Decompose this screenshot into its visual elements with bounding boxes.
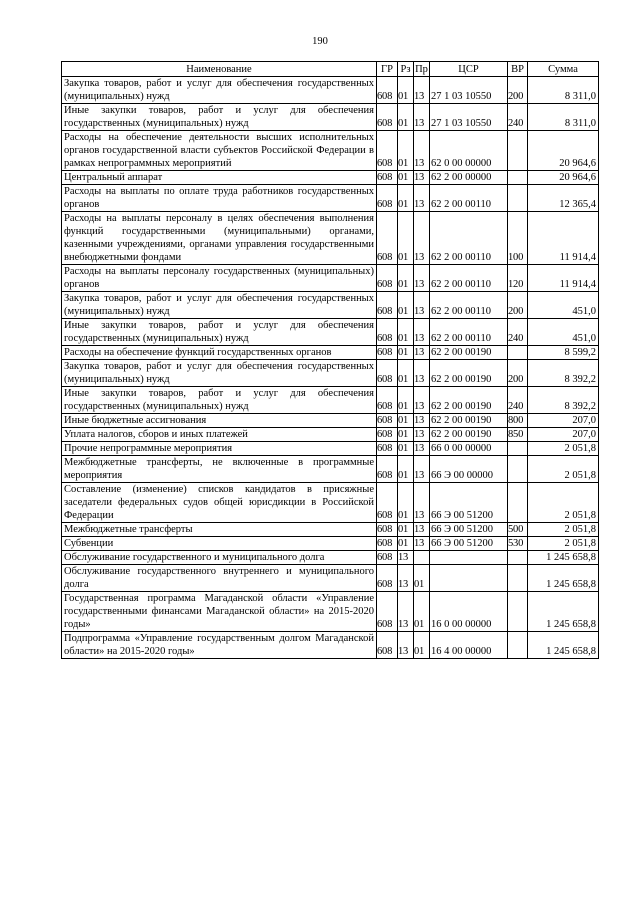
row-sum: 11 914,4: [528, 265, 599, 292]
row-rz: 01: [398, 104, 414, 131]
row-name: Расходы на обеспечение деятельности высших исполнительных органов государственной власти субъектов Российской Федерации в рамках непрограммных мероприятий: [62, 131, 377, 171]
row-name: Уплата налогов, сборов и иных платежей: [62, 428, 377, 442]
row-vr: 240: [508, 319, 528, 346]
row-rz: 01: [398, 171, 414, 185]
row-name: Составление (изменение) списков кандидатов в присяжные заседатели федеральных судов общей юрисдикции в Российской Федерации: [62, 483, 377, 523]
row-gr: 608: [377, 442, 398, 456]
row-name: Межбюджетные трансферты, не включенные в программные мероприятия: [62, 456, 377, 483]
row-gr: 608: [377, 292, 398, 319]
row-csr: 66 Э 00 51200: [430, 483, 508, 523]
row-csr: 62 2 00 00190: [430, 387, 508, 414]
row-pr: 13: [414, 483, 430, 523]
row-sum: 2 051,8: [528, 537, 599, 551]
row-gr: 608: [377, 523, 398, 537]
table-row: [62, 319, 599, 346]
row-rz: 01: [398, 523, 414, 537]
header-vr: ВР: [508, 62, 528, 77]
row-name: Расходы на обеспечение функций государственных органов: [62, 346, 377, 360]
table-row: [62, 483, 599, 523]
row-vr: 240: [508, 104, 528, 131]
row-rz: 01: [398, 292, 414, 319]
row-csr: 62 2 00 00190: [430, 428, 508, 442]
row-pr: 01: [414, 592, 430, 632]
row-vr: [508, 565, 528, 592]
table-header-row: [62, 62, 599, 77]
row-gr: 608: [377, 537, 398, 551]
row-name: Межбюджетные трансферты: [62, 523, 377, 537]
row-gr: 608: [377, 77, 398, 104]
row-name: Закупка товаров, работ и услуг для обеспечения государственных (муниципальных) нужд: [62, 77, 377, 104]
row-vr: [508, 551, 528, 565]
row-vr: [508, 592, 528, 632]
row-gr: 608: [377, 131, 398, 171]
row-gr: 608: [377, 414, 398, 428]
table-row: [62, 104, 599, 131]
row-sum: 1 245 658,8: [528, 592, 599, 632]
row-vr: 120: [508, 265, 528, 292]
row-gr: 608: [377, 428, 398, 442]
row-vr: 200: [508, 292, 528, 319]
row-gr: 608: [377, 565, 398, 592]
row-name: Иные закупки товаров, работ и услуг для обеспечения государственных (муниципальных) нужд: [62, 319, 377, 346]
row-vr: [508, 632, 528, 659]
row-gr: 608: [377, 387, 398, 414]
row-csr: 62 0 00 00000: [430, 131, 508, 171]
row-csr: 16 4 00 00000: [430, 632, 508, 659]
page-number: 190: [312, 36, 328, 47]
row-gr: 608: [377, 104, 398, 131]
row-vr: [508, 442, 528, 456]
row-pr: 13: [414, 77, 430, 104]
row-sum: 451,0: [528, 292, 599, 319]
row-name: Прочие непрограммные мероприятия: [62, 442, 377, 456]
table-row: [62, 456, 599, 483]
header-sum: Сумма: [528, 62, 599, 77]
table-row: [62, 442, 599, 456]
row-csr: 62 2 00 00110: [430, 265, 508, 292]
row-vr: 500: [508, 523, 528, 537]
table-row: [62, 565, 599, 592]
row-pr: 01: [414, 565, 430, 592]
row-vr: [508, 456, 528, 483]
row-vr: 240: [508, 387, 528, 414]
row-sum: 8 392,2: [528, 387, 599, 414]
row-rz: 01: [398, 537, 414, 551]
table-row: [62, 414, 599, 428]
budget-table: [61, 61, 599, 659]
row-name: Обслуживание государственного внутреннего и муниципального долга: [62, 565, 377, 592]
row-csr: [430, 551, 508, 565]
row-pr: 13: [414, 346, 430, 360]
table-row: [62, 523, 599, 537]
row-pr: 13: [414, 456, 430, 483]
row-vr: 530: [508, 537, 528, 551]
row-sum: 207,0: [528, 414, 599, 428]
row-csr: 66 Э 00 00000: [430, 456, 508, 483]
row-vr: 800: [508, 414, 528, 428]
row-sum: 2 051,8: [528, 442, 599, 456]
row-pr: 01: [414, 632, 430, 659]
row-sum: 20 964,6: [528, 131, 599, 171]
table-row: [62, 171, 599, 185]
row-gr: 608: [377, 592, 398, 632]
row-name: Расходы на выплаты персоналу в целях обеспечения выполнения функций государственными (муниципальными) органами, казенными учреждениями, органами управления государственными внебюджетными фондами: [62, 212, 377, 265]
row-rz: 01: [398, 414, 414, 428]
row-sum: 451,0: [528, 319, 599, 346]
header-gr: ГР: [377, 62, 398, 77]
row-pr: 13: [414, 265, 430, 292]
row-sum: 1 245 658,8: [528, 632, 599, 659]
table-row: [62, 360, 599, 387]
row-vr: 200: [508, 360, 528, 387]
row-name: Закупка товаров, работ и услуг для обеспечения государственных (муниципальных) нужд: [62, 360, 377, 387]
row-rz: 01: [398, 131, 414, 171]
table-row: [62, 551, 599, 565]
row-name: Закупка товаров, работ и услуг для обеспечения государственных (муниципальных) нужд: [62, 292, 377, 319]
row-gr: 608: [377, 319, 398, 346]
row-gr: 608: [377, 171, 398, 185]
row-vr: 850: [508, 428, 528, 442]
row-pr: 13: [414, 319, 430, 346]
row-name: Иные бюджетные ассигнования: [62, 414, 377, 428]
table-row: [62, 592, 599, 632]
row-sum: 1 245 658,8: [528, 565, 599, 592]
row-sum: 8 311,0: [528, 77, 599, 104]
row-csr: 62 2 00 00110: [430, 185, 508, 212]
table-row: [62, 77, 599, 104]
table-row: [62, 632, 599, 659]
row-csr: 66 0 00 00000: [430, 442, 508, 456]
row-gr: 608: [377, 265, 398, 292]
row-csr: 16 0 00 00000: [430, 592, 508, 632]
row-rz: 01: [398, 442, 414, 456]
row-pr: 13: [414, 442, 430, 456]
row-pr: [414, 551, 430, 565]
row-pr: 13: [414, 428, 430, 442]
row-gr: 608: [377, 212, 398, 265]
row-pr: 13: [414, 185, 430, 212]
row-gr: 608: [377, 456, 398, 483]
table-row: [62, 537, 599, 551]
row-name: Обслуживание государственного и муниципального долга: [62, 551, 377, 565]
row-pr: 13: [414, 104, 430, 131]
table-row: [62, 212, 599, 265]
row-vr: [508, 131, 528, 171]
row-pr: 13: [414, 414, 430, 428]
row-name: Центральный аппарат: [62, 171, 377, 185]
row-sum: 12 365,4: [528, 185, 599, 212]
row-name: Государственная программа Магаданской области «Управление государственными финансами Магаданской области» на 2015-2020 годы»: [62, 592, 377, 632]
row-csr: 66 Э 00 51200: [430, 523, 508, 537]
row-csr: 62 2 00 00000: [430, 171, 508, 185]
row-rz: 01: [398, 428, 414, 442]
row-pr: 13: [414, 171, 430, 185]
row-sum: 2 051,8: [528, 456, 599, 483]
row-pr: 13: [414, 360, 430, 387]
row-rz: 01: [398, 346, 414, 360]
row-gr: 608: [377, 346, 398, 360]
row-sum: 8 392,2: [528, 360, 599, 387]
row-rz: 01: [398, 387, 414, 414]
row-pr: 13: [414, 523, 430, 537]
row-gr: 608: [377, 360, 398, 387]
row-csr: 62 2 00 00110: [430, 319, 508, 346]
row-sum: 2 051,8: [528, 523, 599, 537]
row-rz: 13: [398, 565, 414, 592]
table-row: [62, 131, 599, 171]
row-csr: 62 2 00 00190: [430, 346, 508, 360]
row-csr: 62 2 00 00190: [430, 360, 508, 387]
row-rz: 13: [398, 592, 414, 632]
row-rz: 01: [398, 77, 414, 104]
row-name: Субвенции: [62, 537, 377, 551]
row-sum: 11 914,4: [528, 212, 599, 265]
row-rz: 13: [398, 632, 414, 659]
row-pr: 13: [414, 387, 430, 414]
row-name: Иные закупки товаров, работ и услуг для обеспечения государственных (муниципальных) нужд: [62, 387, 377, 414]
row-csr: 27 1 03 10550: [430, 77, 508, 104]
row-pr: 13: [414, 537, 430, 551]
row-sum: 20 964,6: [528, 171, 599, 185]
row-rz: 01: [398, 212, 414, 265]
row-rz: 01: [398, 360, 414, 387]
row-gr: 608: [377, 632, 398, 659]
row-rz: 01: [398, 319, 414, 346]
row-csr: 27 1 03 10550: [430, 104, 508, 131]
row-rz: 13: [398, 551, 414, 565]
row-vr: [508, 483, 528, 523]
row-sum: 8 599,2: [528, 346, 599, 360]
row-name: Расходы на выплаты по оплате труда работников государственных органов: [62, 185, 377, 212]
table-row: [62, 185, 599, 212]
row-csr: 62 2 00 00190: [430, 414, 508, 428]
row-sum: 2 051,8: [528, 483, 599, 523]
row-name: Расходы на выплаты персоналу государственных (муниципальных) органов: [62, 265, 377, 292]
row-name: Подпрограмма «Управление государственным долгом Магаданской области» на 2015-2020 годы»: [62, 632, 377, 659]
header-rz: Рз: [398, 62, 414, 77]
header-pr: Пр: [415, 63, 428, 75]
table-row: [62, 346, 599, 360]
header-csr: ЦСР: [430, 62, 508, 77]
row-pr: 13: [414, 131, 430, 171]
row-sum: 8 311,0: [528, 104, 599, 131]
header-name: Наименование: [62, 62, 377, 77]
row-vr: [508, 346, 528, 360]
row-sum: 1 245 658,8: [528, 551, 599, 565]
row-pr: 13: [414, 292, 430, 319]
row-gr: 608: [377, 483, 398, 523]
table-row: [62, 265, 599, 292]
row-csr: 62 2 00 00110: [430, 292, 508, 319]
row-rz: 01: [398, 456, 414, 483]
row-csr: 62 2 00 00110: [430, 212, 508, 265]
table-row: [62, 387, 599, 414]
row-rz: 01: [398, 185, 414, 212]
row-vr: [508, 171, 528, 185]
table-row: [62, 292, 599, 319]
table-row: [62, 428, 599, 442]
row-gr: 608: [377, 185, 398, 212]
row-rz: 01: [398, 265, 414, 292]
row-csr: 66 Э 00 51200: [430, 537, 508, 551]
row-name: Иные закупки товаров, работ и услуг для обеспечения государственных (муниципальных) нужд: [62, 104, 377, 131]
row-vr: 100: [508, 212, 528, 265]
row-rz: 01: [398, 483, 414, 523]
row-gr: 608: [377, 551, 398, 565]
row-csr: [430, 565, 508, 592]
row-sum: 207,0: [528, 428, 599, 442]
row-pr: 13: [414, 212, 430, 265]
row-vr: 200: [508, 77, 528, 104]
row-vr: [508, 185, 528, 212]
